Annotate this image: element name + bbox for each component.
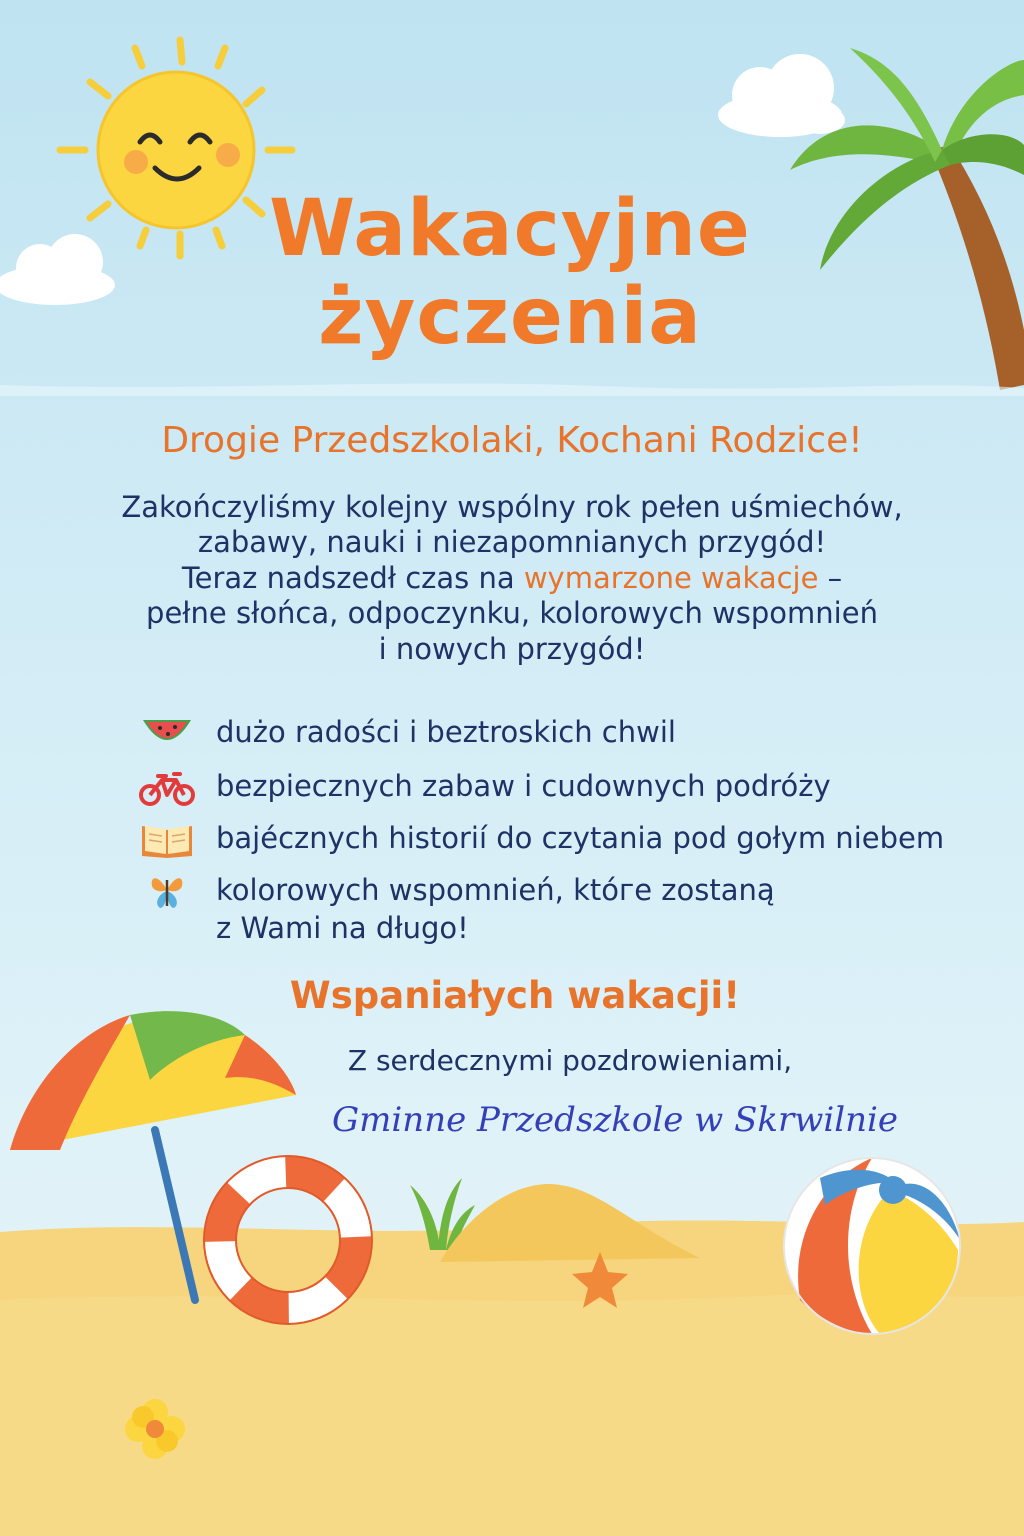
intro-line: Zakończyliśmy kolejny wspólny rok pełen uśmiechów, [121, 490, 903, 524]
intro-highlight: wymarzone wakacje [523, 560, 819, 595]
wish-item [138, 872, 775, 947]
intro-paragraph [60, 490, 964, 667]
intro-line: zabawy, nauki i niezapomnianych przygód! [197, 525, 827, 560]
wish-text: bajécznych historií do czytania pod gołym niebem [216, 821, 945, 855]
bicycle-icon [138, 768, 196, 808]
wish-item [138, 714, 676, 754]
intro-line: pełne słońca, odpoczynku, kolorowych wspomnień [146, 596, 878, 631]
butterfly-icon [138, 872, 196, 912]
wish-text: kolorowych wspomnień, któге zostaną [216, 873, 775, 907]
signature: Gminne Przedszkole w Skrwilnie [332, 1100, 898, 1140]
wish-text-multiline [216, 872, 775, 947]
greeting: Drogie Przedszkolaki, Kochani Rodzice! [161, 420, 863, 461]
intro-line: i nowych przygód! [378, 631, 646, 666]
watermelon-icon [138, 714, 196, 754]
page-title-line2: życzenia [318, 272, 702, 362]
beach-ball-icon [784, 1158, 960, 1334]
intro-line [60, 561, 964, 596]
wish-text: bezpiecznych zabaw i cudownych podróży [216, 769, 831, 803]
regards-line: Z serdecznymi pozdrowieniami, [347, 1044, 793, 1077]
closing-wish: Wspaniałych wakacji! [289, 974, 741, 1017]
intro-text: Teraz nadszedł czas na [181, 560, 524, 595]
cloud-left [0, 234, 115, 305]
book-icon [138, 820, 196, 860]
wish-text: dużo radości i beztroskich chwil [216, 715, 676, 749]
wish-item [138, 820, 944, 860]
page-title-line1: Wakacyjne [269, 184, 751, 274]
intro-text: – [818, 560, 843, 595]
wish-item [138, 768, 831, 808]
cloud-top-right [718, 54, 845, 137]
wish-text: z Wami na długo! [216, 910, 469, 945]
